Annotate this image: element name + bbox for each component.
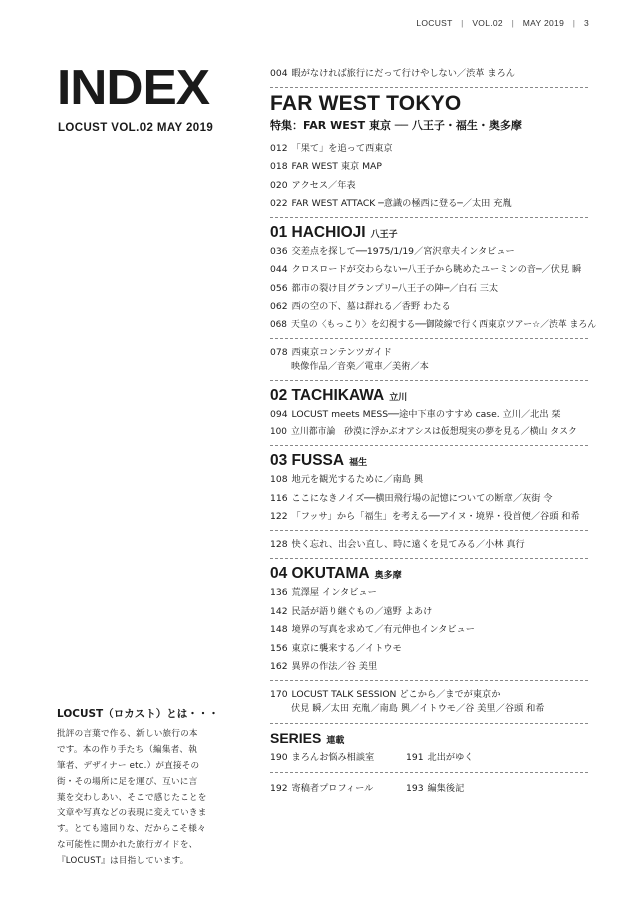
about-title: LOCUST（ロカスト）とは・・・ — [57, 708, 219, 720]
toc-page: 062 — [270, 301, 288, 312]
section-title-text: SERIES — [270, 729, 322, 746]
about-line: 文章や写真などの表現に変えていきま — [57, 808, 207, 819]
toc-page: 122 — [270, 511, 288, 523]
toc-entry-guide — [270, 347, 588, 359]
divider — [270, 530, 588, 531]
table-of-contents — [270, 68, 597, 795]
series-row — [270, 783, 588, 795]
header-divider: | — [461, 18, 464, 28]
header-magazine: LOCUST — [416, 18, 453, 28]
toc-entry-talk-line2: 伏見 瞬／太田 充胤／南島 興／イトウモ／谷 美里／谷頭 和希 — [291, 703, 545, 715]
running-header — [410, 18, 589, 28]
toc-page: 170 — [270, 688, 288, 700]
section-title-series — [270, 730, 588, 746]
toc-text: 快く忘れ、出会い直し、時に遠くを見てみる／小林 真行 — [291, 538, 525, 550]
section-title-jp: 奥多摩 — [374, 571, 402, 582]
toc-page: 162 — [270, 661, 288, 673]
toc-text: 西東京コンテンツガイド — [291, 346, 392, 358]
series-row — [270, 752, 588, 764]
toc-entry — [270, 68, 588, 80]
feature-title: FAR WEST TOKYO — [270, 91, 462, 115]
toc-page: 094 — [270, 408, 288, 420]
toc-page: 036 — [270, 245, 288, 257]
toc-page: 116 — [270, 492, 288, 504]
toc-entry — [270, 180, 588, 192]
divider — [270, 680, 588, 681]
about-line: です。本の作り手たち（編集者、執 — [57, 744, 198, 755]
about-line: な可能性に開かれた旅行ガイドを、 — [57, 840, 198, 851]
section-title-jp: 福生 — [349, 458, 368, 469]
toc-entry-talk — [270, 689, 588, 701]
toc-text: 「果て」を追って西東京 — [291, 142, 393, 154]
toc-text: 異界の作法／谷 美里 — [291, 661, 378, 673]
about-line: 街・その場所に足を運び、互いに言 — [57, 776, 198, 787]
header-date: MAY 2019 — [522, 18, 565, 28]
toc-text: 暇がなければ旅行にだって行けやしない／渋革 まろん — [291, 68, 515, 79]
divider — [270, 338, 588, 339]
series-col2 — [406, 752, 473, 764]
toc-page: 004 — [270, 68, 288, 79]
toc-entry — [270, 493, 588, 505]
toc-entry — [270, 661, 588, 673]
series-col2 — [406, 783, 464, 795]
toc-page: 056 — [270, 282, 288, 294]
toc-page: 068 — [270, 319, 287, 330]
section-title-hachioji — [270, 224, 588, 242]
divider — [270, 558, 588, 559]
divider — [270, 772, 588, 773]
toc-text: 西の空の下、墓は群れる／香野 わたる — [291, 301, 451, 312]
toc-page: 022 — [270, 198, 288, 209]
toc-entry — [270, 246, 588, 258]
toc-page: 142 — [270, 605, 288, 617]
header-divider: | — [572, 18, 576, 28]
toc-text: 荒澤屋 インタビュー — [291, 587, 377, 599]
toc-entry — [270, 587, 588, 599]
toc-text: 天皇の〈もっこり〉を幻視する──御陵線で行く西東京ツアー☆／渋革 まろん — [290, 319, 597, 330]
index-subtitle: LOCUST VOL.02 MAY 2019 — [58, 122, 214, 134]
toc-entry — [270, 143, 588, 155]
toc-text: 北出がゆく — [427, 751, 474, 763]
toc-entry — [270, 539, 588, 551]
toc-entry — [270, 474, 588, 486]
toc-text: まろんお悩み相談室 — [291, 751, 375, 763]
toc-entry-guide-line2: 映像作品／音楽／電車／美術／本 — [291, 361, 429, 373]
toc-page: 020 — [270, 179, 288, 191]
section-title-text: 03 FUSSA — [270, 452, 345, 470]
section-title-text: 01 HACHIOJI — [270, 223, 366, 241]
section-title-jp: 立川 — [389, 392, 408, 403]
divider — [270, 445, 588, 446]
about-line: 『LOCUST』は目指しています。 — [57, 856, 189, 867]
about-body — [57, 727, 223, 870]
section-title-jp: 連載 — [326, 735, 345, 746]
toc-text: 交差点を探して──1975/1/19／宮沢章夫インタビュー — [291, 245, 515, 257]
toc-page: 012 — [270, 142, 288, 154]
toc-text: 編集後記 — [427, 783, 465, 795]
section-title-fussa — [270, 452, 588, 470]
about-box — [57, 706, 223, 870]
toc-entry — [270, 624, 588, 636]
toc-entry — [270, 283, 588, 295]
toc-text: 「フッサ」から「福生」を考える──アイヌ・境界・役首便／谷頭 和希 — [291, 511, 580, 523]
toc-text: アクセス／年表 — [291, 179, 356, 191]
toc-page: 148 — [270, 624, 288, 636]
toc-text: クロスロードが交わらない─八王子から眺めたユーミンの音─／伏見 瞬 — [291, 264, 582, 275]
divider — [270, 217, 588, 218]
toc-entry — [270, 643, 588, 655]
toc-entry — [270, 427, 588, 438]
header-divider: | — [511, 18, 515, 28]
section-title-jp: 八王子 — [370, 229, 398, 240]
toc-entry — [270, 161, 588, 173]
toc-page: 100 — [270, 427, 287, 438]
toc-text: LOCUST TALK SESSION どこから／までが東京か — [291, 688, 501, 700]
index-title: INDEX — [57, 61, 210, 115]
header-vol: VOL.02 — [472, 18, 503, 28]
toc-entry — [270, 264, 588, 276]
toc-page: 193 — [406, 783, 424, 795]
toc-page: 190 — [270, 751, 288, 763]
toc-entry — [270, 301, 588, 313]
toc-text: 地元を観光するために／南島 興 — [291, 474, 424, 486]
about-line: 葉を交わしあい、そこで感じたことを — [57, 792, 207, 803]
toc-page: 044 — [270, 264, 288, 275]
toc-entry — [270, 409, 588, 421]
toc-text: 民話が語り継ぐもの／遠野 よあけ — [291, 605, 433, 617]
toc-entry — [270, 198, 588, 210]
about-line: 筆者、デザイナー etc.）が直接その — [57, 760, 200, 771]
toc-page: 128 — [270, 538, 288, 550]
section-title-tachikawa — [270, 387, 588, 405]
toc-page: 108 — [270, 474, 288, 486]
toc-entry — [270, 511, 588, 523]
toc-text: LOCUST meets MESS──途中下車のすすめ case. 立川／北出 栞 — [291, 408, 561, 420]
about-line: す。とても遠回りな、だからこそ様々 — [57, 824, 206, 835]
toc-text: FAR WEST 東京 MAP — [291, 161, 382, 172]
section-title-okutama — [270, 565, 588, 583]
toc-text: 東京に襲来する／イトウモ — [291, 642, 402, 654]
feature-subtitle: 特集：FAR WEST 東京 ── 八王子・福生・奥多摩 — [270, 118, 522, 132]
divider — [270, 380, 588, 381]
toc-text: FAR WEST ATTACK ─意識の極西に登る─／太田 充胤 — [291, 198, 512, 209]
section-title-text: 02 TACHIKAWA — [270, 386, 385, 404]
toc-text: ここになきノイズ──横田飛行場の記憶についての断章／灰街 令 — [291, 492, 553, 504]
toc-text: 境界の写真を求めて／有元伸也インタビュー — [291, 624, 475, 636]
divider — [270, 87, 588, 88]
divider — [270, 723, 588, 724]
toc-text: 都市の裂け目グランプリ─八王子の陣─／白石 三太 — [291, 282, 499, 294]
toc-page: 018 — [270, 161, 288, 172]
page-number: 3 — [583, 18, 589, 28]
toc-page: 191 — [406, 751, 424, 763]
toc-page: 136 — [270, 587, 288, 599]
toc-entry — [270, 319, 597, 331]
toc-text: 寄稿者プロフィール — [291, 783, 374, 795]
toc-page: 078 — [270, 346, 288, 358]
toc-text: 立川都市論 砂漠に浮かぶオアシスは仮想現実の夢を見る／横山 タスク — [290, 427, 577, 438]
section-title-text: 04 OKUTAMA — [270, 565, 370, 583]
toc-page: 156 — [270, 642, 288, 654]
toc-page: 192 — [270, 783, 288, 795]
about-line: 批評の言葉で作る、新しい旅行の本 — [57, 729, 198, 739]
toc-entry — [270, 606, 588, 618]
